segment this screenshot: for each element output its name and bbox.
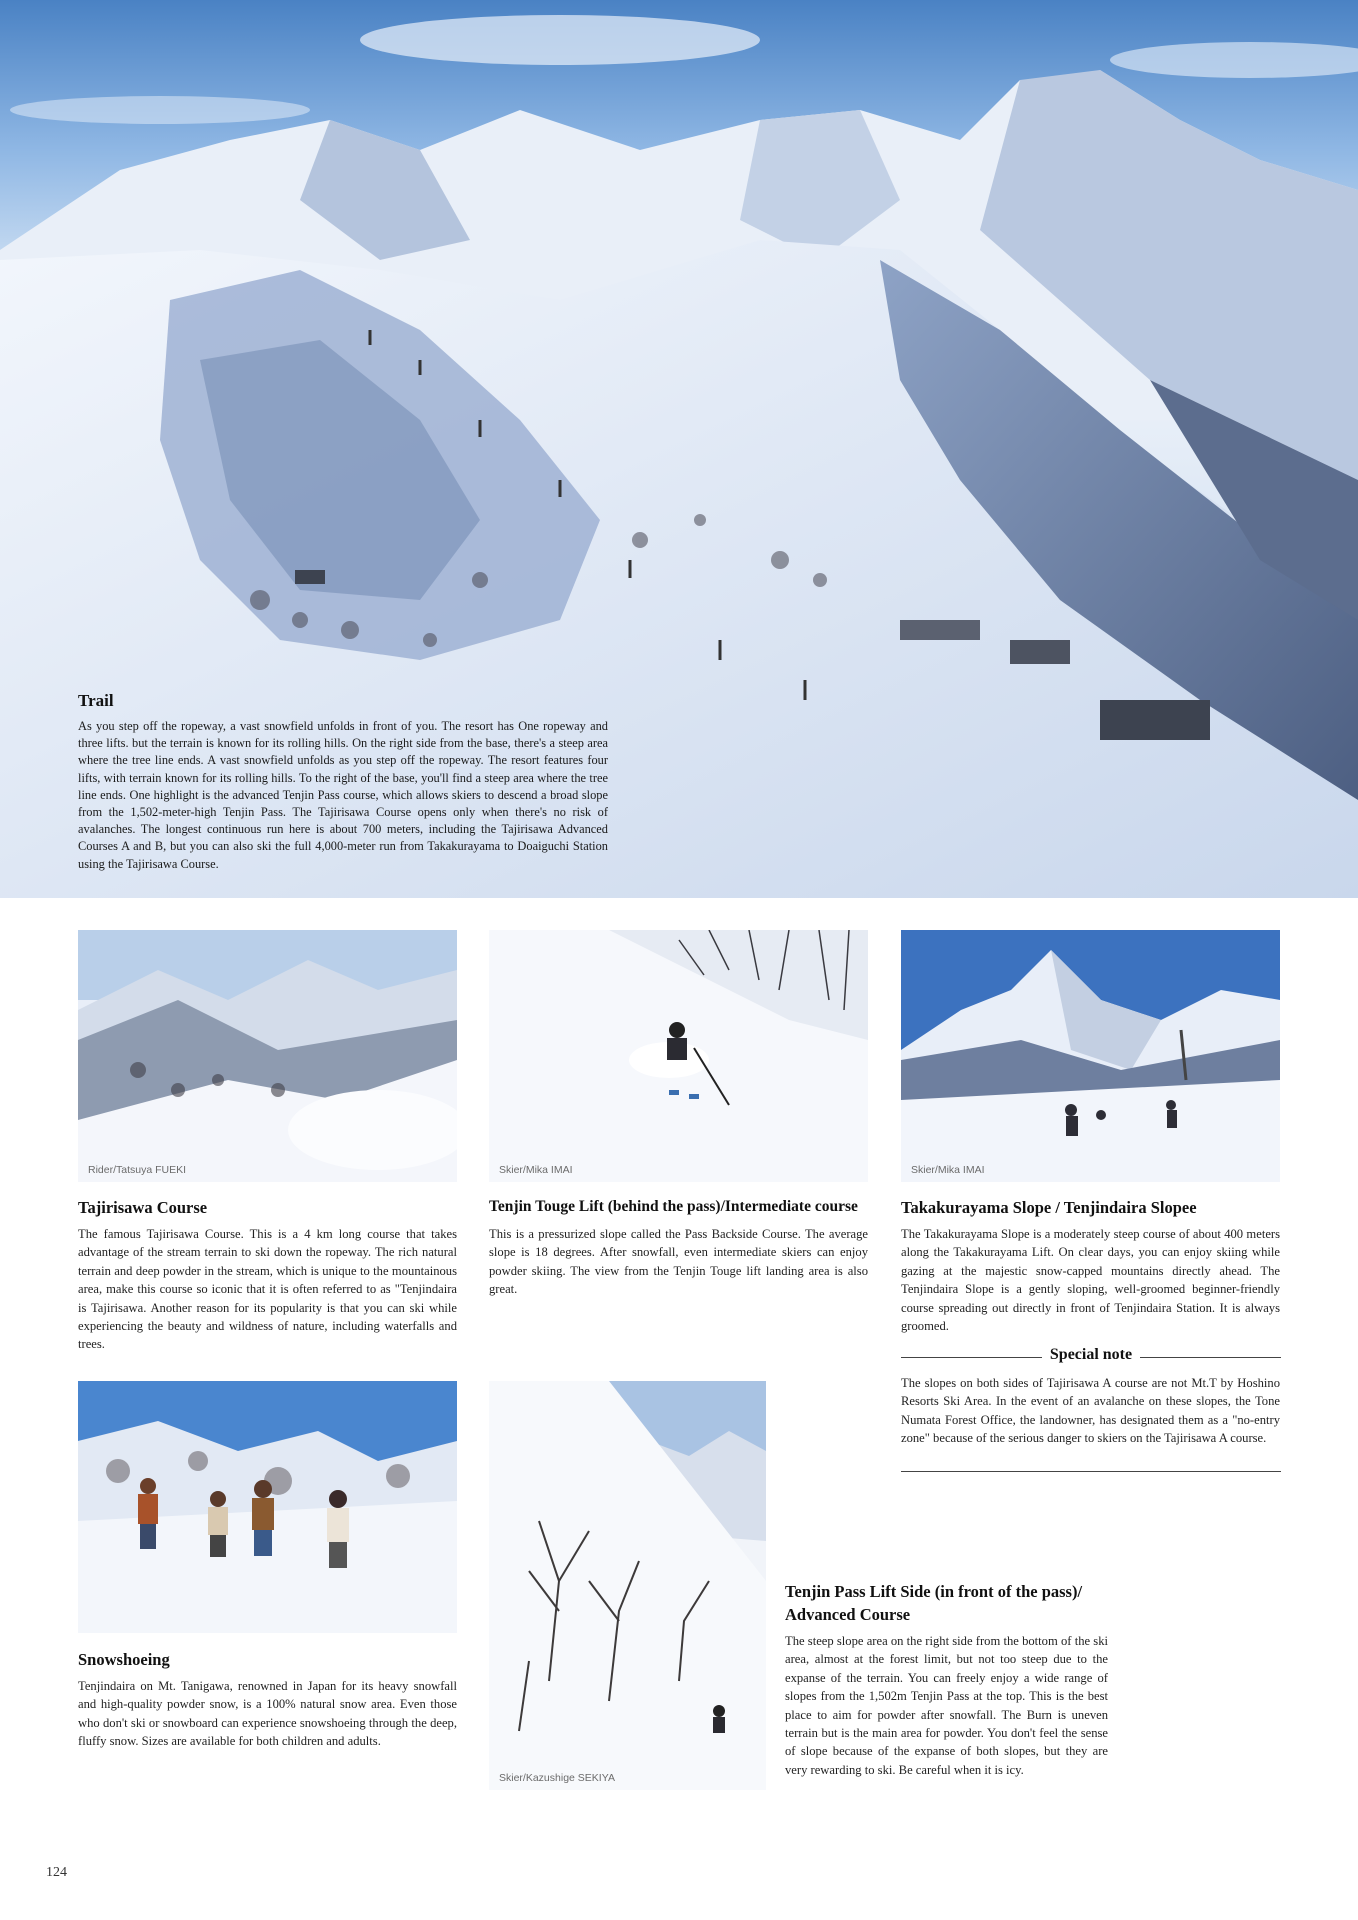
takakurayama-text: The Takakurayama Slope is a moderately steep course of about 400 meters along the Takakurayama Lift. On clear days, you can enjoy skiing while gazing at the majestic snow-capped mountains directly ahead. The Tenjindaira Slope is a gently sloping, well-groomed beginner-friendly course spreading out directly in front of Tenjindaira Station. It is always groomed. bbox=[901, 1227, 1280, 1334]
special-note-text: The slopes on both sides of Tajirisawa A course are not Mt.T by Hoshino Resorts Ski Area. In the event of an avalanche on these slopes, the Tone Numata Forest Office, the landowner, has designated them as a "no-entry zone" because of the serious danger to skiers on the Tajirisawa A course. bbox=[901, 1376, 1280, 1446]
photo-credit: Skier/Mika IMAI bbox=[911, 1164, 985, 1176]
tenjin-pass-title bbox=[785, 1580, 1115, 1626]
tenjin-touge-title: Tenjin Touge Lift (behind the pass)/Intermediate course bbox=[489, 1198, 858, 1215]
tenjin-pass-text: The steep slope area on the right side from the bottom of the ski area, almost at the forest limit, but not too steep due to the expanse of the terrain. You can freely enjoy a wide range of slopes from the 1,502m Tenjin Pass at the top. This is the best place to aim for powder after snowfall. The Burn is uneven terrain but is the main area for powder. You don't feel the sense of slope because of the expanse of both slopes, but they are very rewarding to ski. Be careful when it is icy. bbox=[785, 1634, 1108, 1777]
divider bbox=[901, 1471, 1281, 1472]
takakurayama-title: Takakurayama Slope / Tenjindaira Slopee bbox=[901, 1198, 1197, 1217]
tenjin-pass-photo bbox=[489, 1381, 766, 1790]
photo-credit: Skier/Mika IMAI bbox=[499, 1164, 573, 1176]
tajirisawa-photo bbox=[78, 930, 457, 1182]
tajirisawa-title: Tajirisawa Course bbox=[78, 1198, 208, 1217]
snowshoeing-title: Snowshoeing bbox=[78, 1650, 170, 1669]
tenjin-touge-text: This is a pressurized slope called the Pass Backside Course. The average slope is 18 degrees. After snowfall, even intermediate skiers can enjoy powder skiing. The view from the Tenjin Touge lift landing area is also great. bbox=[489, 1227, 868, 1297]
page-number: 124 bbox=[46, 1865, 67, 1880]
snowshoeing-text: Tenjindaira on Mt. Tanigawa, renowned in Japan for its heavy snowfall and high-quality powder snow, is a 100% natural snow area. Even those who don't ski or snowboard can experience snowshoeing through the deep, fluffy snow. Sizes are available for both children and adults. bbox=[78, 1679, 457, 1749]
tenjin-pass-title-line2: Advanced Course bbox=[785, 1605, 911, 1624]
takakurayama-photo bbox=[901, 930, 1280, 1182]
photo-credit: Rider/Tatsuya FUEKI bbox=[88, 1164, 187, 1176]
trail-paragraph: As you step off the ropeway, a vast snowfield unfolds in front of you. The resort has One ropeway and three lifts. but the terrain is known for its rolling hills. On the right side from the base, there's a steep area where the tree line ends. A vast snowfield unfolds as you step off the ropeway. The resort features four lifts, with terrain known for its rolling hills. To the right of the base, you'll find a steep area where the tree line ends. One highlight is the advanced Tenjin Pass course, which allows skiers to descend a broad slope from the 1,502-meter-high Tenjin Pass. The Tajirisawa Course opens only when there's no risk of avalanches. The longest continuous run here is about 700 meters, including the Tajirisawa Advanced Courses A and B, but you can also ski the full 4,000-meter run from Takakurayama to Doaiguchi Station using the Tajirisawa Course. bbox=[78, 719, 608, 871]
tenjin-pass-title-line1: Tenjin Pass Lift Side (in front of the pass)/ bbox=[785, 1582, 1083, 1601]
tenjin-touge-photo bbox=[489, 930, 868, 1182]
tajirisawa-text: The famous Tajirisawa Course. This is a 4 km long course that takes advantage of the stream terrain to ski down the ropeway. The rich natural terrain and deep powder in the stream, which is unique to the mountainous area, make this course so iconic that it is often referred to as "Tenjindaira is Tajirisawa. Another reason for its popularity is that you can ski while experiencing the beauty and wildness of nature, including waterfalls and trees. bbox=[78, 1227, 457, 1352]
trail-title: Trail bbox=[78, 691, 114, 710]
special-note-label: Special note bbox=[1042, 1346, 1140, 1363]
snowshoeing-photo bbox=[78, 1381, 457, 1633]
special-note-header bbox=[901, 1346, 1281, 1368]
photo-credit: Skier/Kazushige SEKIYA bbox=[499, 1772, 615, 1784]
